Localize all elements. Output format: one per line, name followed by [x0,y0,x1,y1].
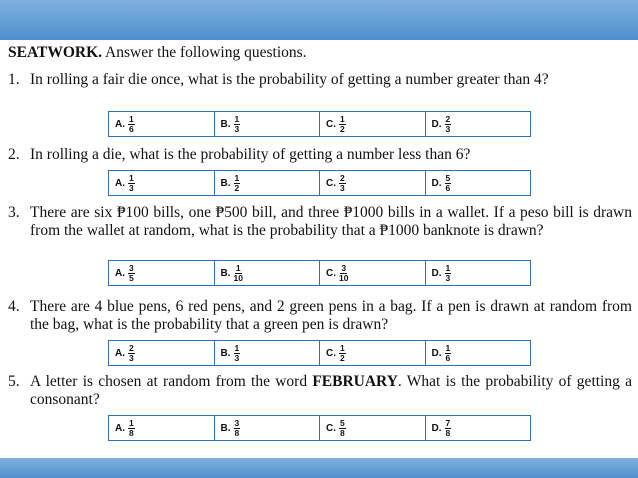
choice-c[interactable]: C. $\frac{1}{2}$ [320,112,426,136]
bottom-banner [0,458,638,478]
question-1 [8,71,632,89]
choice-d[interactable]: D. $\frac{1}{6}$ [431,342,451,363]
choice-c[interactable]: C. $\frac{3}{10}$ [320,261,426,285]
choice-d[interactable]: D. $\frac{7}{8}$ [431,417,451,438]
question-number: 3. [8,204,20,221]
choice-d[interactable]: D. $\frac{1}{3}$ [431,262,451,283]
question-text: In rolling a die, what is the probability of getting a number less than 6? [30,146,471,163]
choice-b[interactable]: B. $\frac{1}{10}$ [215,261,321,285]
question-text: In rolling a fair die once, what is the probability of getting a number greater than 4? [30,71,549,88]
question-4 [8,298,632,334]
choices-1 [108,111,531,137]
choice-a[interactable]: A. $\frac{2}{3}$ [109,341,215,365]
choices-5 [108,415,531,441]
choice-c[interactable]: C. $\frac{2}{3}$ [320,171,426,195]
choice-a[interactable]: A. $\frac{1}{8}$ [109,416,215,440]
choice-b[interactable]: B. $\frac{1}{3}$ [215,112,321,136]
choice-c[interactable]: C. $\frac{1}{2}$ [320,341,426,365]
choice-c[interactable]: C. $\frac{5}{8}$ [320,416,426,440]
choice-b[interactable]: B. $\frac{1}{2}$ [215,171,321,195]
question-number: 5. [8,373,20,390]
choice-a[interactable]: A. $\frac{3}{5}$ [109,261,215,285]
choice-a[interactable]: A. $\frac{1}{6}$ [109,112,215,136]
question-number: 1. [8,71,20,88]
page-title: SEATWORK. Answer the following questions. [8,44,307,61]
question-2 [8,146,632,164]
question-number: 4. [8,298,20,315]
choices-3 [108,260,531,286]
word-february: FEBRUARY [312,373,398,390]
question-5 [8,373,632,409]
choice-b[interactable]: B. $\frac{3}{8}$ [215,416,321,440]
choice-b[interactable]: B. $\frac{1}{3}$ [215,341,321,365]
question-text: There are six ₱100 bills, one ₱500 bill, and three ₱1000 bills in a wallet. If a peso bill is drawn from the wallet at random, what is the probability that a ₱1000 banknote is drawn? [30,204,632,239]
choice-a[interactable]: A. $\frac{1}{3}$ [109,171,215,195]
question-text: There are 4 blue pens, 6 red pens, and 2 green pens in a bag. If a pen is drawn at random from the bag, what is the probability that a green pen is drawn? [30,298,632,333]
choices-2 [108,170,531,196]
top-banner [0,0,638,40]
choice-d[interactable]: D. $\frac{5}{6}$ [431,172,451,193]
choice-d[interactable]: D. $\frac{2}{3}$ [431,113,451,134]
question-3 [8,204,632,240]
question-number: 2. [8,146,20,163]
question-text: A letter is chosen at random from the word FEBRUARY. What is the probability of getting a consonant? [30,373,632,408]
choices-4 [108,340,531,366]
